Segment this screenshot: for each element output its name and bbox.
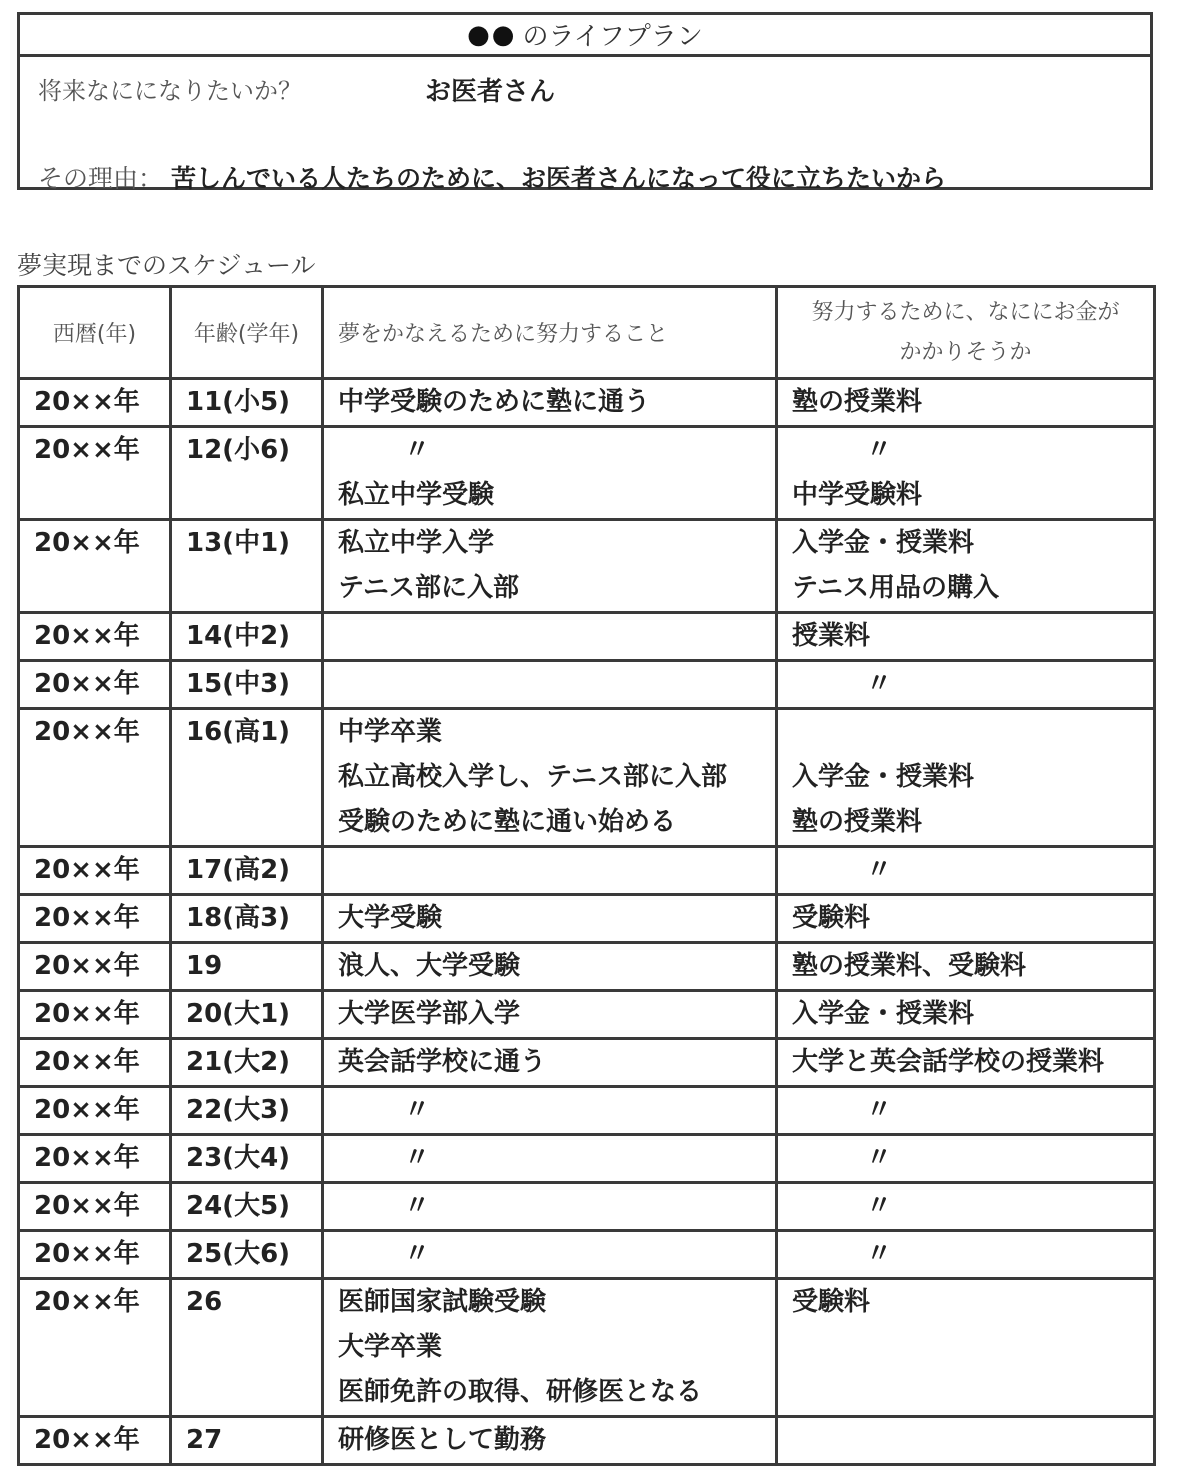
action-cell-line: 〃 <box>404 1095 431 1125</box>
age-cell-line <box>172 755 321 800</box>
age-cell <box>171 1417 323 1465</box>
age-cell <box>171 1231 323 1279</box>
cost-cell <box>777 847 1155 895</box>
age-cell-line: 16(高1) <box>186 717 291 747</box>
action-cell <box>323 1183 777 1231</box>
cost-cell-line: 〃 <box>866 1095 893 1125</box>
table-row <box>19 427 1155 520</box>
age-cell <box>171 847 323 895</box>
year-cell-line: 20××年 <box>34 717 140 747</box>
life-plan-header <box>17 12 1153 193</box>
cost-cell-line: 受験料 <box>792 1287 871 1317</box>
action-cell-line: 医師免許の取得、研修医となる <box>338 1377 703 1407</box>
action-cell-line: 私立中学受験 <box>338 480 495 510</box>
age-cell-line: 11(小5) <box>186 387 291 417</box>
age-cell <box>171 1087 323 1135</box>
action-cell-line <box>324 614 775 659</box>
cost-cell <box>777 943 1155 991</box>
cost-cell-line: 〃 <box>866 435 893 465</box>
age-cell-line <box>172 1325 321 1370</box>
cost-cell-line: 大学と英会話学校の授業料 <box>792 1047 1105 1077</box>
cost-cell <box>777 1135 1155 1183</box>
table-row <box>19 1417 1155 1465</box>
year-cell-line <box>20 473 169 518</box>
year-cell <box>19 1135 171 1183</box>
year-cell <box>19 661 171 709</box>
cost-cell-line <box>778 1325 1153 1370</box>
age-cell-line: 21(大2) <box>186 1047 291 1077</box>
action-cell-line: 中学受験のために塾に通う <box>338 387 651 417</box>
cost-cell-line: 授業料 <box>792 621 871 651</box>
table-row <box>19 895 1155 943</box>
age-cell-line: 15(中3) <box>186 669 291 699</box>
cost-cell-line <box>778 710 1153 755</box>
age-cell-line: 23(大4) <box>186 1143 291 1173</box>
action-cell <box>323 520 777 613</box>
reason-row <box>38 159 946 195</box>
age-cell <box>171 1183 323 1231</box>
year-cell <box>19 709 171 847</box>
age-cell-line: 19 <box>186 951 223 981</box>
year-cell <box>19 1231 171 1279</box>
name-placeholder: ●● <box>467 19 517 50</box>
cost-cell <box>777 1417 1155 1465</box>
cost-cell-line: 〃 <box>866 1239 893 1269</box>
cost-cell <box>777 661 1155 709</box>
table-row <box>19 661 1155 709</box>
action-cell-line: 大学卒業 <box>338 1332 443 1362</box>
age-cell-line <box>172 800 321 845</box>
year-cell <box>19 1183 171 1231</box>
dream-answer: お医者さん <box>425 77 556 107</box>
year-cell-line <box>20 800 169 845</box>
action-cell-line: 〃 <box>404 1143 431 1173</box>
year-cell-line: 20××年 <box>34 621 140 651</box>
year-cell-line: 20××年 <box>34 1095 140 1125</box>
year-cell <box>19 1087 171 1135</box>
year-cell-line: 20××年 <box>34 855 140 885</box>
age-cell-line: 27 <box>186 1425 223 1455</box>
cost-cell <box>777 379 1155 427</box>
action-cell-line: 浪人、大学受験 <box>338 951 521 981</box>
year-cell-line: 20××年 <box>34 435 140 465</box>
age-cell-line: 12(小6) <box>186 435 291 465</box>
title-text: のライフプラン <box>522 22 703 52</box>
action-cell <box>323 1279 777 1417</box>
cost-cell-line <box>778 1418 1153 1463</box>
table-row <box>19 1135 1155 1183</box>
age-cell-line: 14(中2) <box>186 621 291 651</box>
cost-cell-line <box>778 1370 1153 1415</box>
year-cell <box>19 427 171 520</box>
year-cell <box>19 613 171 661</box>
year-cell <box>19 1279 171 1417</box>
action-cell-line: 私立中学入学 <box>338 528 495 558</box>
age-cell <box>171 520 323 613</box>
action-cell <box>323 1087 777 1135</box>
action-cell <box>323 613 777 661</box>
action-cell <box>323 709 777 847</box>
action-cell-line: 大学受験 <box>338 903 443 933</box>
age-cell <box>171 709 323 847</box>
year-cell-line <box>20 755 169 800</box>
action-cell-line: 研修医として勤務 <box>338 1425 547 1455</box>
year-cell-line: 20××年 <box>34 1047 140 1077</box>
table-row <box>19 613 1155 661</box>
table-row <box>19 943 1155 991</box>
year-cell <box>19 991 171 1039</box>
cost-cell <box>777 709 1155 847</box>
year-cell-line: 20××年 <box>34 669 140 699</box>
age-cell-line: 18(高3) <box>186 903 291 933</box>
year-cell-line: 20××年 <box>34 1287 140 1317</box>
year-cell <box>19 895 171 943</box>
action-cell <box>323 847 777 895</box>
age-cell-line: 26 <box>186 1287 223 1317</box>
cost-cell-line: 入学金・授業料 <box>792 762 975 792</box>
age-cell <box>171 613 323 661</box>
table-row <box>19 379 1155 427</box>
year-cell <box>19 379 171 427</box>
header-cost <box>777 287 1155 379</box>
cost-cell-line: 〃 <box>866 1191 893 1221</box>
year-cell-line: 20××年 <box>34 387 140 417</box>
cost-cell-line: 塾の授業料、受験料 <box>792 951 1027 981</box>
age-cell <box>171 1135 323 1183</box>
cost-cell <box>777 1231 1155 1279</box>
age-cell <box>171 1279 323 1417</box>
action-cell-line: 医師国家試験受験 <box>338 1287 547 1317</box>
age-cell <box>171 943 323 991</box>
cost-cell <box>777 1183 1155 1231</box>
action-cell-line: テニス部に入部 <box>338 573 519 603</box>
year-cell-line: 20××年 <box>34 1191 140 1221</box>
header-age: 年齢(学年) <box>171 287 323 379</box>
reason-label: その理由： <box>38 164 164 193</box>
age-cell-line <box>172 566 321 611</box>
action-cell-line: 〃 <box>404 1191 431 1221</box>
year-cell-line: 20××年 <box>34 1239 140 1269</box>
year-cell-line: 20××年 <box>34 1143 140 1173</box>
action-cell <box>323 1231 777 1279</box>
action-cell-line: 私立高校入学し、テニス部に入部 <box>338 762 727 792</box>
table-row <box>19 520 1155 613</box>
action-cell <box>323 661 777 709</box>
action-cell-line: 中学卒業 <box>338 717 443 747</box>
action-cell <box>323 427 777 520</box>
action-cell-line <box>324 662 775 707</box>
action-cell <box>323 379 777 427</box>
table-row <box>19 991 1155 1039</box>
cost-cell-line: 中学受験料 <box>792 480 923 510</box>
age-cell-line: 22(大3) <box>186 1095 291 1125</box>
action-cell <box>323 895 777 943</box>
dream-question: 将来なにになりたいか？ <box>38 77 302 105</box>
life-plan-title <box>20 15 1150 57</box>
age-cell <box>171 379 323 427</box>
age-cell <box>171 991 323 1039</box>
schedule-table <box>17 285 1156 1466</box>
age-cell-line: 17(高2) <box>186 855 291 885</box>
schedule-section-label: 夢実現までのスケジュール <box>17 251 316 280</box>
header-cost-line2: かかりそうか <box>899 339 1032 365</box>
year-cell <box>19 847 171 895</box>
action-cell-line: 受験のために塾に通い始める <box>338 807 677 837</box>
age-cell-line <box>172 1370 321 1415</box>
cost-cell-line: テニス用品の購入 <box>792 573 999 603</box>
action-cell <box>323 1417 777 1465</box>
age-cell-line <box>172 473 321 518</box>
table-row <box>19 1087 1155 1135</box>
age-cell-line: 24(大5) <box>186 1191 291 1221</box>
action-cell-line: 〃 <box>404 435 431 465</box>
cost-cell-line: 入学金・授業料 <box>792 999 975 1029</box>
action-cell <box>323 943 777 991</box>
year-cell-line <box>20 1370 169 1415</box>
cost-cell <box>777 895 1155 943</box>
reason-text: 苦しんでいる人たちのために、お医者さんになって役に立ちたいから <box>170 164 946 193</box>
header-action: 夢をかなえるために努力すること <box>323 287 777 379</box>
cost-cell <box>777 1087 1155 1135</box>
cost-cell-line: 塾の授業料 <box>792 807 923 837</box>
cost-cell-line: 〃 <box>866 855 893 885</box>
table-row <box>19 847 1155 895</box>
cost-cell <box>777 613 1155 661</box>
year-cell-line <box>20 1325 169 1370</box>
cost-cell <box>777 991 1155 1039</box>
action-cell <box>323 1039 777 1087</box>
cost-cell-line: 入学金・授業料 <box>792 528 975 558</box>
cost-cell-line: 〃 <box>866 669 893 699</box>
table-row <box>19 1183 1155 1231</box>
year-cell-line: 20××年 <box>34 528 140 558</box>
table-header-row <box>19 287 1155 379</box>
age-cell <box>171 1039 323 1087</box>
year-cell-line: 20××年 <box>34 1425 140 1455</box>
age-cell <box>171 895 323 943</box>
cost-cell <box>777 520 1155 613</box>
table-row <box>19 1279 1155 1417</box>
year-cell-line: 20××年 <box>34 903 140 933</box>
age-cell-line: 25(大6) <box>186 1239 291 1269</box>
year-cell-line <box>20 566 169 611</box>
table-row <box>19 1039 1155 1087</box>
cost-cell-line: 〃 <box>866 1143 893 1173</box>
action-cell <box>323 1135 777 1183</box>
cost-cell-line: 塾の授業料 <box>792 387 923 417</box>
year-cell-line: 20××年 <box>34 951 140 981</box>
year-cell <box>19 943 171 991</box>
header-cost-line1: 努力するために、なににお金が <box>811 299 1120 325</box>
action-cell-line: 英会話学校に通う <box>338 1047 547 1077</box>
cost-cell-line: 受験料 <box>792 903 871 933</box>
year-cell <box>19 1417 171 1465</box>
action-cell-line <box>324 848 775 893</box>
cost-cell <box>777 1279 1155 1417</box>
year-cell <box>19 1039 171 1087</box>
table-row <box>19 709 1155 847</box>
year-cell-line: 20××年 <box>34 999 140 1029</box>
header-year: 西暦(年) <box>19 287 171 379</box>
cost-cell <box>777 1039 1155 1087</box>
table-row <box>19 1231 1155 1279</box>
age-cell <box>171 427 323 520</box>
year-cell <box>19 520 171 613</box>
age-cell-line: 13(中1) <box>186 528 291 558</box>
action-cell-line: 〃 <box>404 1239 431 1269</box>
age-cell <box>171 661 323 709</box>
cost-cell <box>777 427 1155 520</box>
action-cell-line: 大学医学部入学 <box>338 999 521 1029</box>
age-cell-line: 20(大1) <box>186 999 291 1029</box>
action-cell <box>323 991 777 1039</box>
